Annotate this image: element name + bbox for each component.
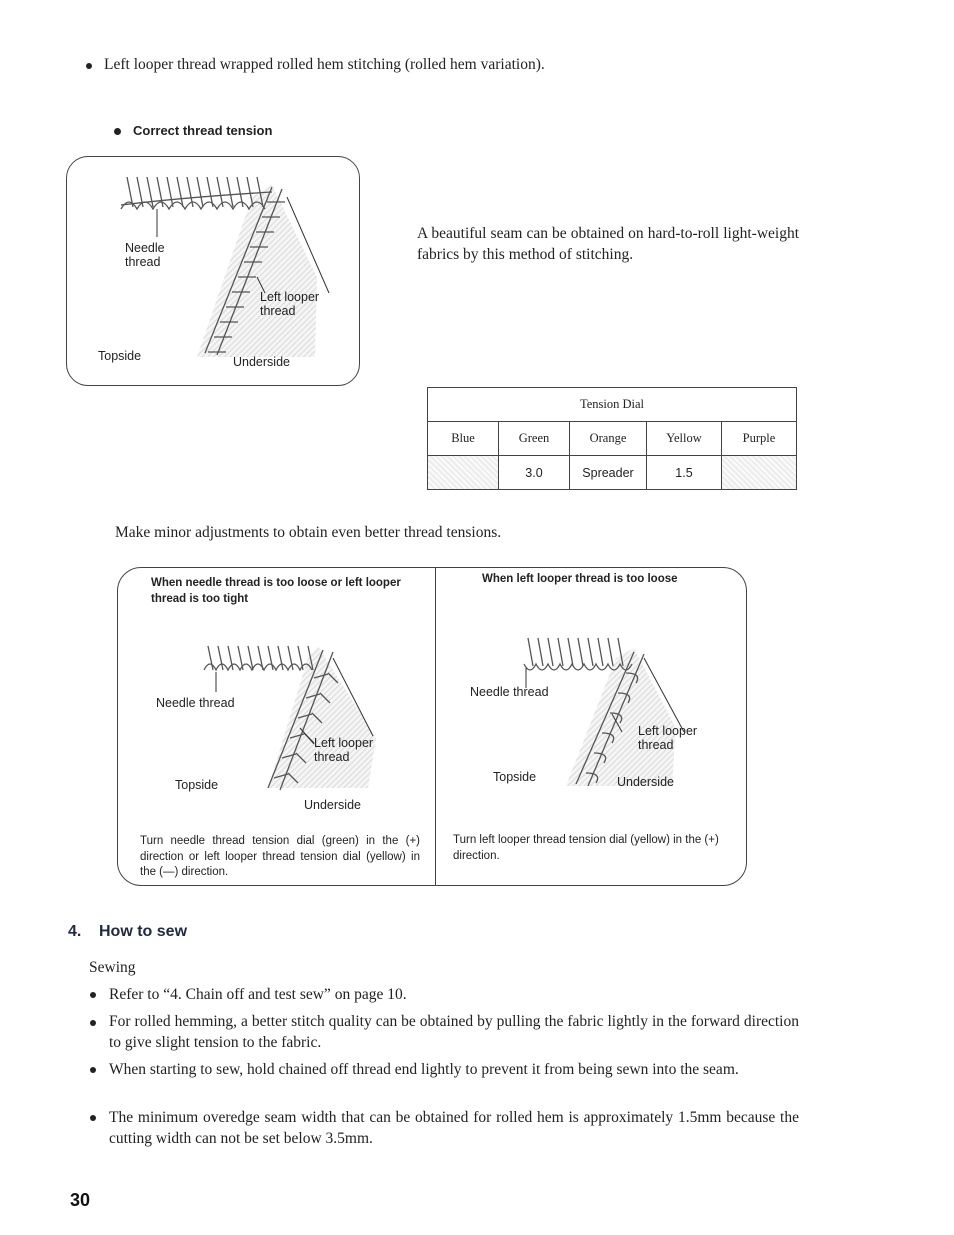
right-panel-needle-label: Needle thread bbox=[470, 685, 549, 699]
underside-label: Underside bbox=[233, 355, 290, 369]
needle-thread-label: Needle thread bbox=[125, 241, 165, 269]
column-blue: Blue bbox=[428, 422, 499, 456]
bullet-marker bbox=[90, 992, 96, 998]
column-purple: Purple bbox=[722, 422, 797, 456]
section-bullet-3: When starting to sew, hold chained off thread end lightly to prevent it from being sewn into the seam. bbox=[109, 1061, 739, 1078]
value-green: 3.0 bbox=[499, 456, 570, 490]
tension-dial-header: Tension Dial bbox=[428, 388, 797, 422]
section-subheading: Sewing bbox=[89, 959, 136, 976]
tension-dial-columns bbox=[428, 422, 797, 456]
column-orange: Orange bbox=[570, 422, 647, 456]
section-bullet-4: The minimum overedge seam width that can be obtained for rolled hem is approximately 1.5mm because the cutting width can not be set below 3.5mm. bbox=[109, 1109, 799, 1147]
tension-dial-table bbox=[427, 387, 797, 490]
left-panel-looper-label: Left looper thread bbox=[314, 736, 374, 764]
value-yellow: 1.5 bbox=[647, 456, 722, 490]
adjustment-panels-frame bbox=[117, 567, 747, 886]
left-panel-topside-label: Topside bbox=[175, 778, 219, 792]
left-looper-thread-label: Left looper thread bbox=[260, 290, 320, 318]
right-panel-instruction: Turn left looper thread tension dial (yellow) in the (+) direction. bbox=[453, 834, 719, 862]
loose-looper-illustration bbox=[436, 628, 746, 828]
left-panel-underside-label: Underside bbox=[304, 798, 361, 812]
intro-bullet-text: Left looper thread wrapped rolled hem stitching (rolled hem variation). bbox=[104, 56, 545, 73]
stitch-row-horizontal bbox=[121, 177, 272, 209]
left-panel-needle-label: Needle thread bbox=[156, 696, 235, 710]
loose-needle-illustration bbox=[118, 628, 435, 828]
section-bullet-2: For rolled hemming, a better stitch quality can be obtained by pulling the fabric lightly in the forward direction to give slight tension to the fabric. bbox=[109, 1013, 799, 1051]
correct-tension-illustration-frame bbox=[66, 156, 360, 386]
left-panel-instruction: Turn needle thread tension dial (green) in the (+) direction or left looper thread tension dial (yellow) in the (—) direction. bbox=[140, 835, 420, 878]
bullet-marker bbox=[90, 1067, 96, 1073]
left-panel-title: When needle thread is too loose or left looper thread is too tight bbox=[151, 577, 401, 605]
right-panel-looper-label: Left looper thread bbox=[638, 724, 698, 752]
correct-tension-heading: Correct thread tension bbox=[133, 123, 273, 138]
section-bullet-1: Refer to “4. Chain off and test sew” on page 10. bbox=[109, 986, 407, 1003]
value-purple bbox=[722, 456, 797, 490]
right-panel-topside-label: Topside bbox=[493, 770, 537, 784]
section-number: 4. bbox=[68, 923, 82, 940]
bullet-marker bbox=[86, 63, 92, 69]
section-title: How to sew bbox=[99, 923, 188, 940]
value-blue bbox=[428, 456, 499, 490]
page-number: 30 bbox=[70, 1190, 91, 1210]
right-panel-underside-label: Underside bbox=[617, 775, 674, 789]
value-orange: Spreader bbox=[570, 456, 647, 490]
fabric-panel bbox=[197, 185, 320, 357]
right-panel-title: When left looper thread is too loose bbox=[482, 573, 678, 585]
column-green: Green bbox=[499, 422, 570, 456]
column-yellow: Yellow bbox=[647, 422, 722, 456]
adjust-text: Make minor adjustments to obtain even better thread tensions. bbox=[115, 524, 502, 541]
bullet-marker bbox=[90, 1020, 96, 1026]
topside-label: Topside bbox=[98, 349, 142, 363]
bullet-marker bbox=[90, 1115, 96, 1121]
tension-dial-values bbox=[428, 456, 797, 490]
bullet-marker bbox=[114, 128, 121, 135]
correct-tension-description: A beautiful seam can be obtained on hard-to-roll light-weight fabrics by this method of stitching. bbox=[417, 225, 799, 263]
